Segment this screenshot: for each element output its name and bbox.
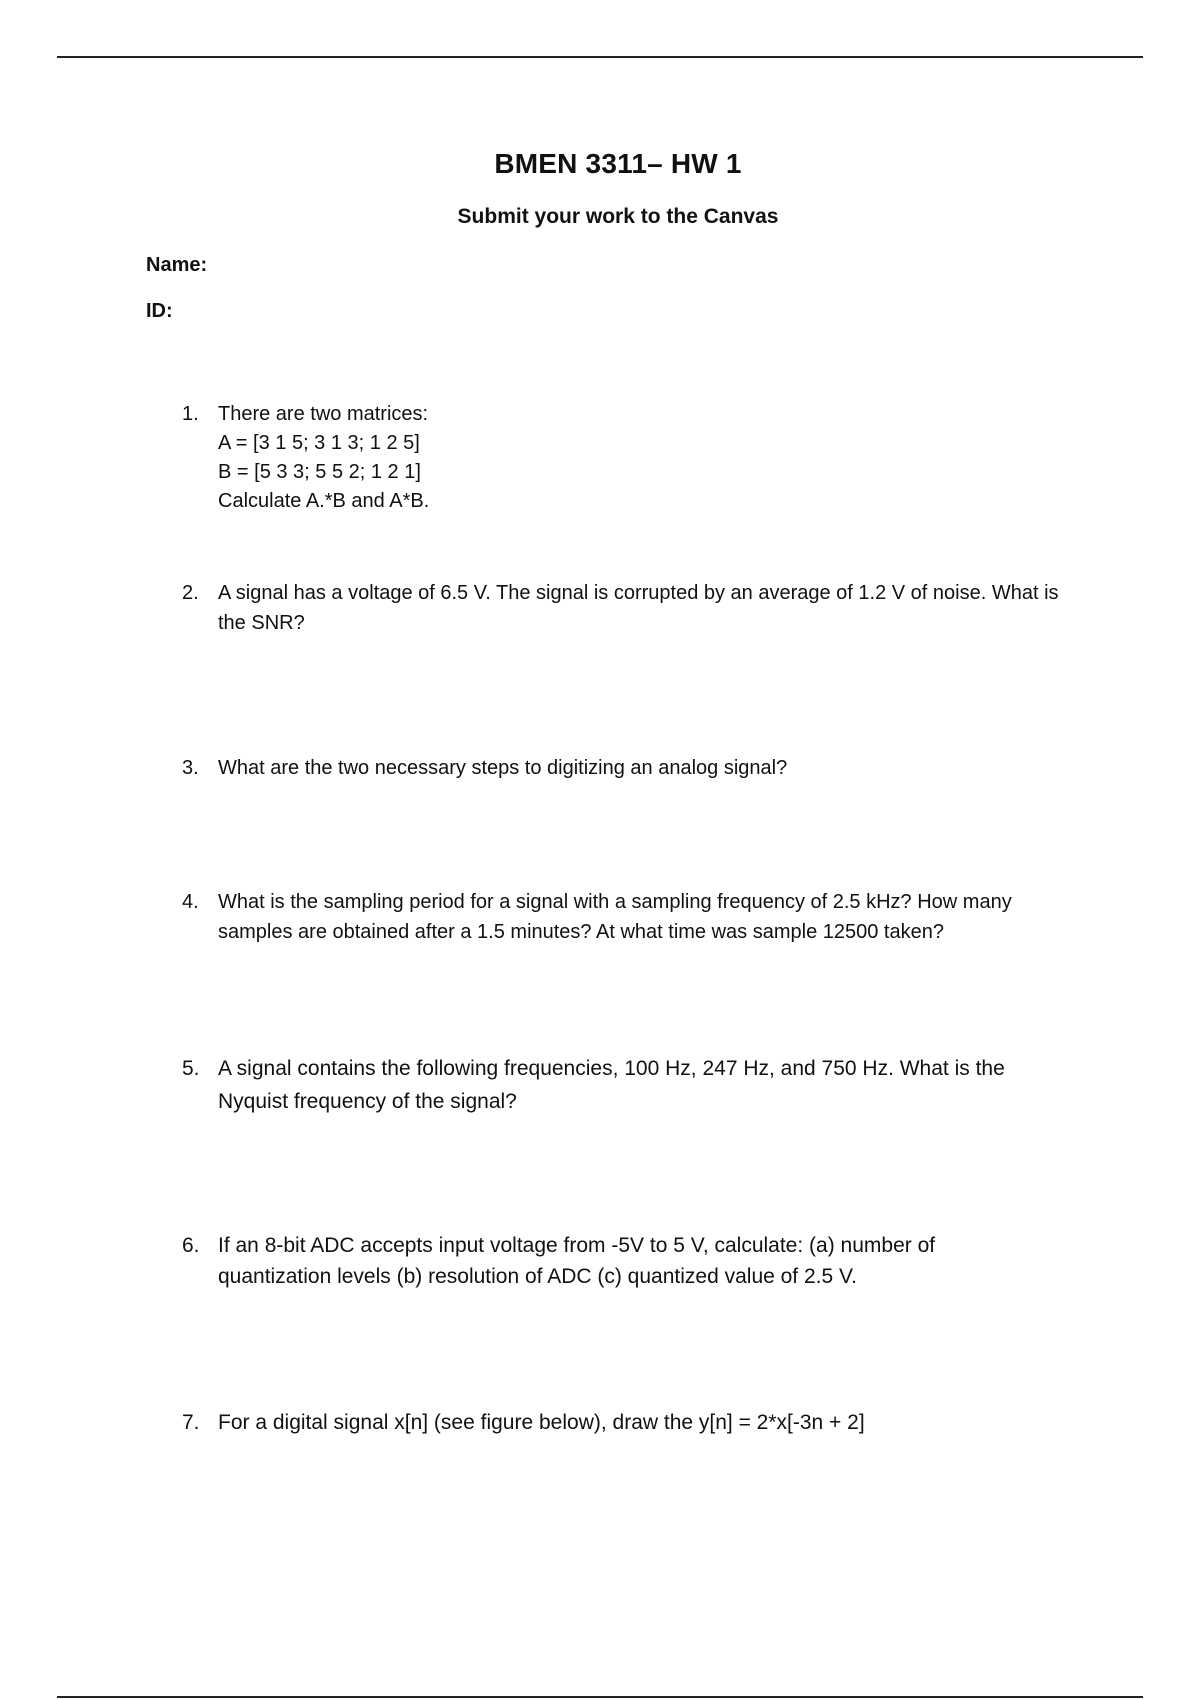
question-line: A signal contains the following frequencies, 100 Hz, 247 Hz, and 750 Hz. What is the xyxy=(218,1057,1005,1080)
page-subtitle: Submit your work to the Canvas xyxy=(457,205,779,228)
question-number: 5. xyxy=(182,1057,200,1080)
question-line: A signal has a voltage of 6.5 V. The signal is corrupted by an average of 1.2 V of noise. What is xyxy=(218,582,1059,604)
question-text xyxy=(218,400,1082,516)
question-number: 2. xyxy=(182,582,199,604)
question-2 xyxy=(182,578,1082,638)
page-title: BMEN 3311– HW 1 xyxy=(494,148,742,179)
question-line: What are the two necessary steps to digitizing an analog signal? xyxy=(218,757,788,779)
question-number: 4. xyxy=(182,891,199,913)
question-4 xyxy=(182,887,1082,947)
question-number: 7. xyxy=(182,1411,200,1434)
question-text xyxy=(218,887,1082,947)
question-7 xyxy=(182,1408,1082,1438)
question-number: 1. xyxy=(182,403,199,425)
question-line: For a digital signal x[n] (see figure below), draw the y[n] = 2*x[-3n + 2] xyxy=(218,1411,865,1434)
question-line: samples are obtained after a 1.5 minutes? At what time was sample 12500 taken? xyxy=(218,921,944,943)
question-line: There are two matrices: xyxy=(218,403,429,425)
question-line: What is the sampling period for a signal with a sampling frequency of 2.5 kHz? How many xyxy=(218,891,1012,913)
question-3 xyxy=(182,753,1082,783)
top-rule xyxy=(57,56,1143,58)
question-line: A = [3 1 5; 3 1 3; 1 2 5] xyxy=(218,432,420,454)
question-text xyxy=(218,1230,1082,1292)
question-number: 6. xyxy=(182,1234,200,1257)
question-5 xyxy=(182,1052,1082,1118)
bottom-rule xyxy=(57,1696,1143,1698)
question-text xyxy=(218,1052,1082,1118)
id-label: ID: xyxy=(146,300,173,322)
question-line: If an 8-bit ADC accepts input voltage from -5V to 5 V, calculate: (a) number of xyxy=(218,1234,936,1257)
question-line: Calculate A.*B and A*B. xyxy=(218,490,430,512)
question-line: B = [5 3 3; 5 5 2; 1 2 1] xyxy=(218,461,421,483)
question-text xyxy=(218,578,1082,638)
question-text xyxy=(218,753,1082,783)
name-label: Name: xyxy=(146,254,208,276)
question-line: the SNR? xyxy=(218,612,305,634)
question-1 xyxy=(182,400,1082,516)
question-6 xyxy=(182,1230,1082,1292)
question-line: Nyquist frequency of the signal? xyxy=(218,1090,517,1113)
question-number: 3. xyxy=(182,757,199,779)
question-text xyxy=(218,1408,1082,1438)
question-line: quantization levels (b) resolution of ADC (c) quantized value of 2.5 V. xyxy=(218,1265,857,1288)
